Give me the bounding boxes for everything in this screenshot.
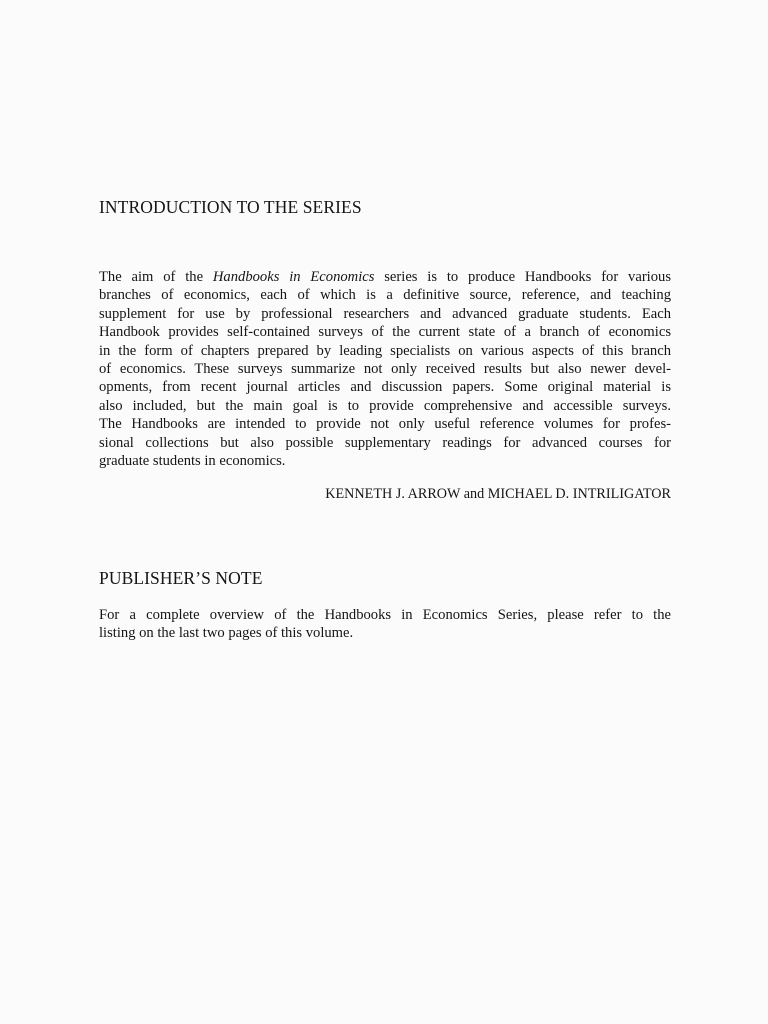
line-text: series is to produce Handbooks for various xyxy=(374,269,672,285)
paragraph-line: listing on the last two pages of this volume. xyxy=(99,625,354,642)
paragraph-line: For a complete overview of the Handbooks in Economics Series, please refer to the xyxy=(99,607,671,623)
paragraph-line xyxy=(99,268,671,286)
paragraph-line: branches of economics, each of which is a definitive source, reference, and teaching xyxy=(99,287,671,304)
series-intro-heading: INTRODUCTION TO THE SERIES xyxy=(99,197,362,217)
editors-signature: KENNETH J. ARROW and MICHAEL D. INTRILIGATOR xyxy=(325,486,671,502)
paragraph-line: opments, from recent journal articles and discussion papers. Some original material is xyxy=(99,379,671,396)
paragraph-line: of economics. These surveys summarize not only received results but also newer devel- xyxy=(99,361,671,377)
paragraph-line: The Handbooks are intended to provide not only useful reference volumes for profes- xyxy=(99,416,671,433)
paragraph-line: supplement for use by professional researchers and advanced graduate students. Each xyxy=(99,305,671,322)
paragraph-line: Handbook provides self-contained surveys of the current state of a branch of economics xyxy=(99,324,671,341)
paragraph-line: also included, but the main goal is to provide comprehensive and accessible surveys. xyxy=(99,397,671,414)
series-title-italic: Handbooks in Economics xyxy=(212,269,375,285)
paragraph-line: graduate students in economics. xyxy=(99,453,286,469)
publishers-note-heading: PUBLISHER’S NOTE xyxy=(99,568,263,588)
paragraph-line: in the form of chapters prepared by leading specialists on various aspects of this branch xyxy=(99,342,671,359)
paragraph-line: sional collections but also possible supplementary readings for advanced courses for xyxy=(99,434,671,451)
line-text: The aim of the xyxy=(99,269,213,285)
